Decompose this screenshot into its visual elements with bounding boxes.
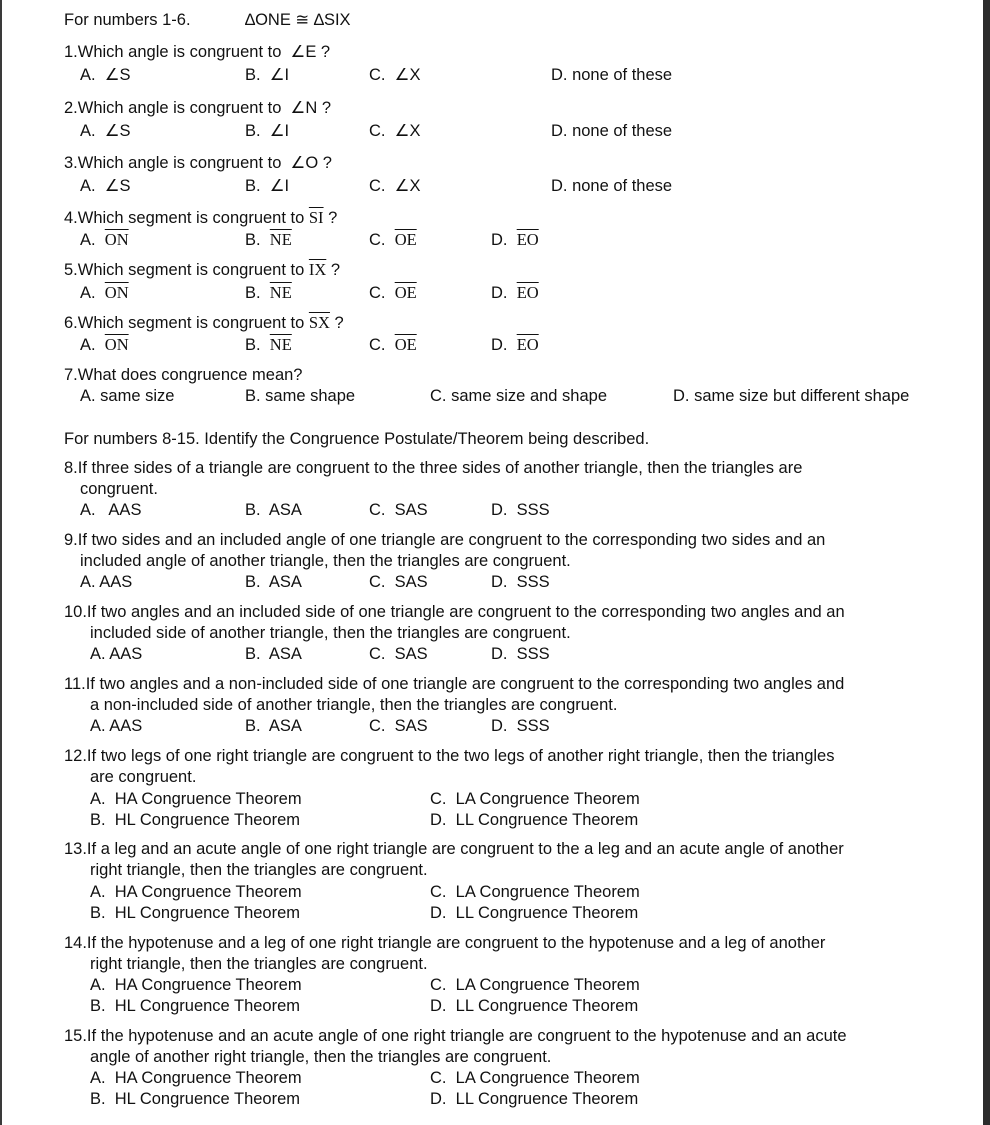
q5-stem-text: 5.Which segment is congruent to	[64, 261, 309, 279]
q15-option-a: A. HA Congruence Theorem	[90, 1069, 302, 1087]
q12-option-c: C. LA Congruence Theorem	[430, 790, 640, 808]
q6-option-b-letter: B.	[245, 336, 266, 354]
q11-option-c: C. SAS	[369, 717, 428, 735]
q11-option-d: D. SSS	[491, 717, 550, 735]
q6-option-d-letter: D.	[491, 336, 513, 354]
q15-option-d: D. LL Congruence Theorem	[430, 1090, 639, 1108]
q1-stem: 1.Which angle is congruent to ∠E ?	[64, 43, 331, 61]
q6-option-d-segment: $\overline{EO}$	[516, 335, 539, 354]
q4-option-c-segment: $\overline{OE}$	[394, 230, 417, 249]
q6-option-a-segment: $\overline{ON}$	[104, 335, 129, 354]
q9-option-a: A. AAS	[80, 573, 133, 591]
q9-option-d: D. SSS	[491, 573, 550, 591]
q6-option-a	[80, 337, 129, 354]
q14-line2: right triangle, then the triangles are congruent.	[90, 955, 428, 973]
q5-option-a-segment: $\overline{ON}$	[104, 283, 129, 302]
q6-stem	[64, 315, 344, 332]
q5-option-d-letter: D.	[491, 284, 513, 302]
q12-line2: are congruent.	[90, 768, 197, 786]
q4-stem	[64, 210, 337, 227]
q1-option-a: A. ∠S	[80, 66, 131, 84]
q6-option-b	[245, 337, 292, 354]
q5-option-b-segment: $\overline{NE}$	[269, 283, 292, 302]
q13-option-a: A. HA Congruence Theorem	[90, 883, 302, 901]
q12-option-b: B. HL Congruence Theorem	[90, 811, 301, 829]
q7-option-d: D. same size but different shape	[673, 387, 910, 405]
q14-option-d: D. LL Congruence Theorem	[430, 997, 639, 1015]
q4-option-a	[80, 232, 129, 249]
right-edge	[983, 0, 990, 1125]
q14-option-c: C. LA Congruence Theorem	[430, 976, 640, 994]
q3-option-a: A. ∠S	[80, 177, 131, 195]
q2-option-b: B. ∠I	[245, 122, 290, 140]
q8-option-b: B. ASA	[245, 501, 302, 519]
q5-option-c	[369, 285, 417, 302]
q4-stem-text: 4.Which segment is congruent to	[64, 209, 309, 227]
q10-option-b: B. ASA	[245, 645, 302, 663]
q1-option-b: B. ∠I	[245, 66, 290, 84]
q10-option-c: C. SAS	[369, 645, 428, 663]
q3-option-b: B. ∠I	[245, 177, 290, 195]
q13-line2: right triangle, then the triangles are congruent.	[90, 861, 428, 879]
q7-stem: 7.What does congruence mean?	[64, 366, 303, 384]
q10-option-d: D. SSS	[491, 645, 550, 663]
q4-option-b	[245, 232, 292, 249]
header-congruence: ∆ONE ≅ ∆SIX	[245, 11, 351, 29]
q6-stem-end: ?	[329, 314, 344, 332]
q4-option-d	[491, 232, 539, 249]
q6-option-a-letter: A.	[80, 336, 101, 354]
q8-line2: congruent.	[80, 480, 158, 498]
q3-option-c: C. ∠X	[369, 177, 421, 195]
q5-segment: $\overline{IX}$	[308, 260, 327, 279]
q11-line2: a non-included side of another triangle, then the triangles are congruent.	[90, 696, 618, 714]
q8-option-a: A. AAS	[80, 501, 142, 519]
q12-option-a: A. HA Congruence Theorem	[90, 790, 302, 808]
q9-line2: included angle of another triangle, then the triangles are congruent.	[80, 552, 571, 570]
q6-option-c-letter: C.	[369, 336, 391, 354]
q3-option-d: D. none of these	[551, 177, 673, 195]
q5-option-d	[491, 285, 539, 302]
q4-option-b-letter: B.	[245, 231, 266, 249]
header-label: For numbers 1-6.	[64, 11, 191, 29]
left-edge	[0, 0, 2, 1125]
q13-line1: 13.If a leg and an acute angle of one right triangle are congruent to the a leg and an acute angle of another	[64, 840, 844, 858]
q5-stem	[64, 262, 340, 279]
q4-stem-end: ?	[323, 209, 338, 227]
q2-option-a: A. ∠S	[80, 122, 131, 140]
q13-option-b: B. HL Congruence Theorem	[90, 904, 301, 922]
q14-option-b: B. HL Congruence Theorem	[90, 997, 301, 1015]
q5-option-c-segment: $\overline{OE}$	[394, 283, 417, 302]
q5-option-a	[80, 285, 129, 302]
q4-option-a-letter: A.	[80, 231, 101, 249]
q3-stem: 3.Which angle is congruent to ∠O ?	[64, 154, 332, 172]
q7-option-c: C. same size and shape	[430, 387, 608, 405]
q15-option-c: C. LA Congruence Theorem	[430, 1069, 640, 1087]
q11-option-b: B. ASA	[245, 717, 302, 735]
q4-option-d-letter: D.	[491, 231, 513, 249]
section2-instructions: For numbers 8-15. Identify the Congruence Postulate/Theorem being described.	[64, 430, 650, 448]
q4-option-a-segment: $\overline{ON}$	[104, 230, 129, 249]
q15-option-b: B. HL Congruence Theorem	[90, 1090, 301, 1108]
q10-option-a: A. AAS	[90, 645, 143, 663]
q15-line2: angle of another right triangle, then the triangles are congruent.	[90, 1048, 552, 1066]
q8-option-d: D. SSS	[491, 501, 550, 519]
q6-option-d	[491, 337, 539, 354]
q6-option-b-segment: $\overline{NE}$	[269, 335, 292, 354]
q12-line1: 12.If two legs of one right triangle are congruent to the two legs of another right triangle, then the triangles	[64, 747, 835, 765]
q9-option-c: C. SAS	[369, 573, 428, 591]
q11-line1: 11.If two angles and a non-included side of one triangle are congruent to the corresponding two angles and	[64, 675, 845, 693]
q11-option-a: A. AAS	[90, 717, 143, 735]
q13-option-d: D. LL Congruence Theorem	[430, 904, 639, 922]
q12-option-d: D. LL Congruence Theorem	[430, 811, 639, 829]
q8-line1: 8.If three sides of a triangle are congruent to the three sides of another triangle, then the triangles are	[64, 459, 803, 477]
q6-option-c-segment: $\overline{OE}$	[394, 335, 417, 354]
q5-option-b-letter: B.	[245, 284, 266, 302]
q9-line1: 9.If two sides and an included angle of one triangle are congruent to the corresponding two sides and an	[64, 531, 826, 549]
q2-option-c: C. ∠X	[369, 122, 421, 140]
q5-option-c-letter: C.	[369, 284, 391, 302]
q13-option-c: C. LA Congruence Theorem	[430, 883, 640, 901]
q5-option-d-segment: $\overline{EO}$	[516, 283, 539, 302]
q7-option-a: A. same size	[80, 387, 175, 405]
q10-line1: 10.If two angles and an included side of one triangle are congruent to the corresponding two angles and an	[64, 603, 845, 621]
q8-option-c: C. SAS	[369, 501, 428, 519]
q15-line1: 15.If the hypotenuse and an acute angle of one right triangle are congruent to the hypotenuse and an acute	[64, 1027, 847, 1045]
q4-segment: $\overline{SI}$	[308, 208, 324, 227]
q6-option-c	[369, 337, 417, 354]
q5-option-b	[245, 285, 292, 302]
q5-stem-end: ?	[326, 261, 341, 279]
q14-option-a: A. HA Congruence Theorem	[90, 976, 302, 994]
q1-option-c: C. ∠X	[369, 66, 421, 84]
q7-option-b: B. same shape	[245, 387, 356, 405]
q14-line1: 14.If the hypotenuse and a leg of one right triangle are congruent to the hypotenuse and a leg of another	[64, 934, 826, 952]
q1-option-d: D. none of these	[551, 66, 673, 84]
q2-option-d: D. none of these	[551, 122, 673, 140]
q4-option-c-letter: C.	[369, 231, 391, 249]
q4-option-c	[369, 232, 417, 249]
q4-option-d-segment: $\overline{EO}$	[516, 230, 539, 249]
q2-stem: 2.Which angle is congruent to ∠N ?	[64, 99, 332, 117]
q10-line2: included side of another triangle, then the triangles are congruent.	[90, 624, 571, 642]
q6-segment: $\overline{SX}$	[308, 313, 330, 332]
q6-stem-text: 6.Which segment is congruent to	[64, 314, 309, 332]
q9-option-b: B. ASA	[245, 573, 302, 591]
q5-option-a-letter: A.	[80, 284, 101, 302]
q4-option-b-segment: $\overline{NE}$	[269, 230, 292, 249]
